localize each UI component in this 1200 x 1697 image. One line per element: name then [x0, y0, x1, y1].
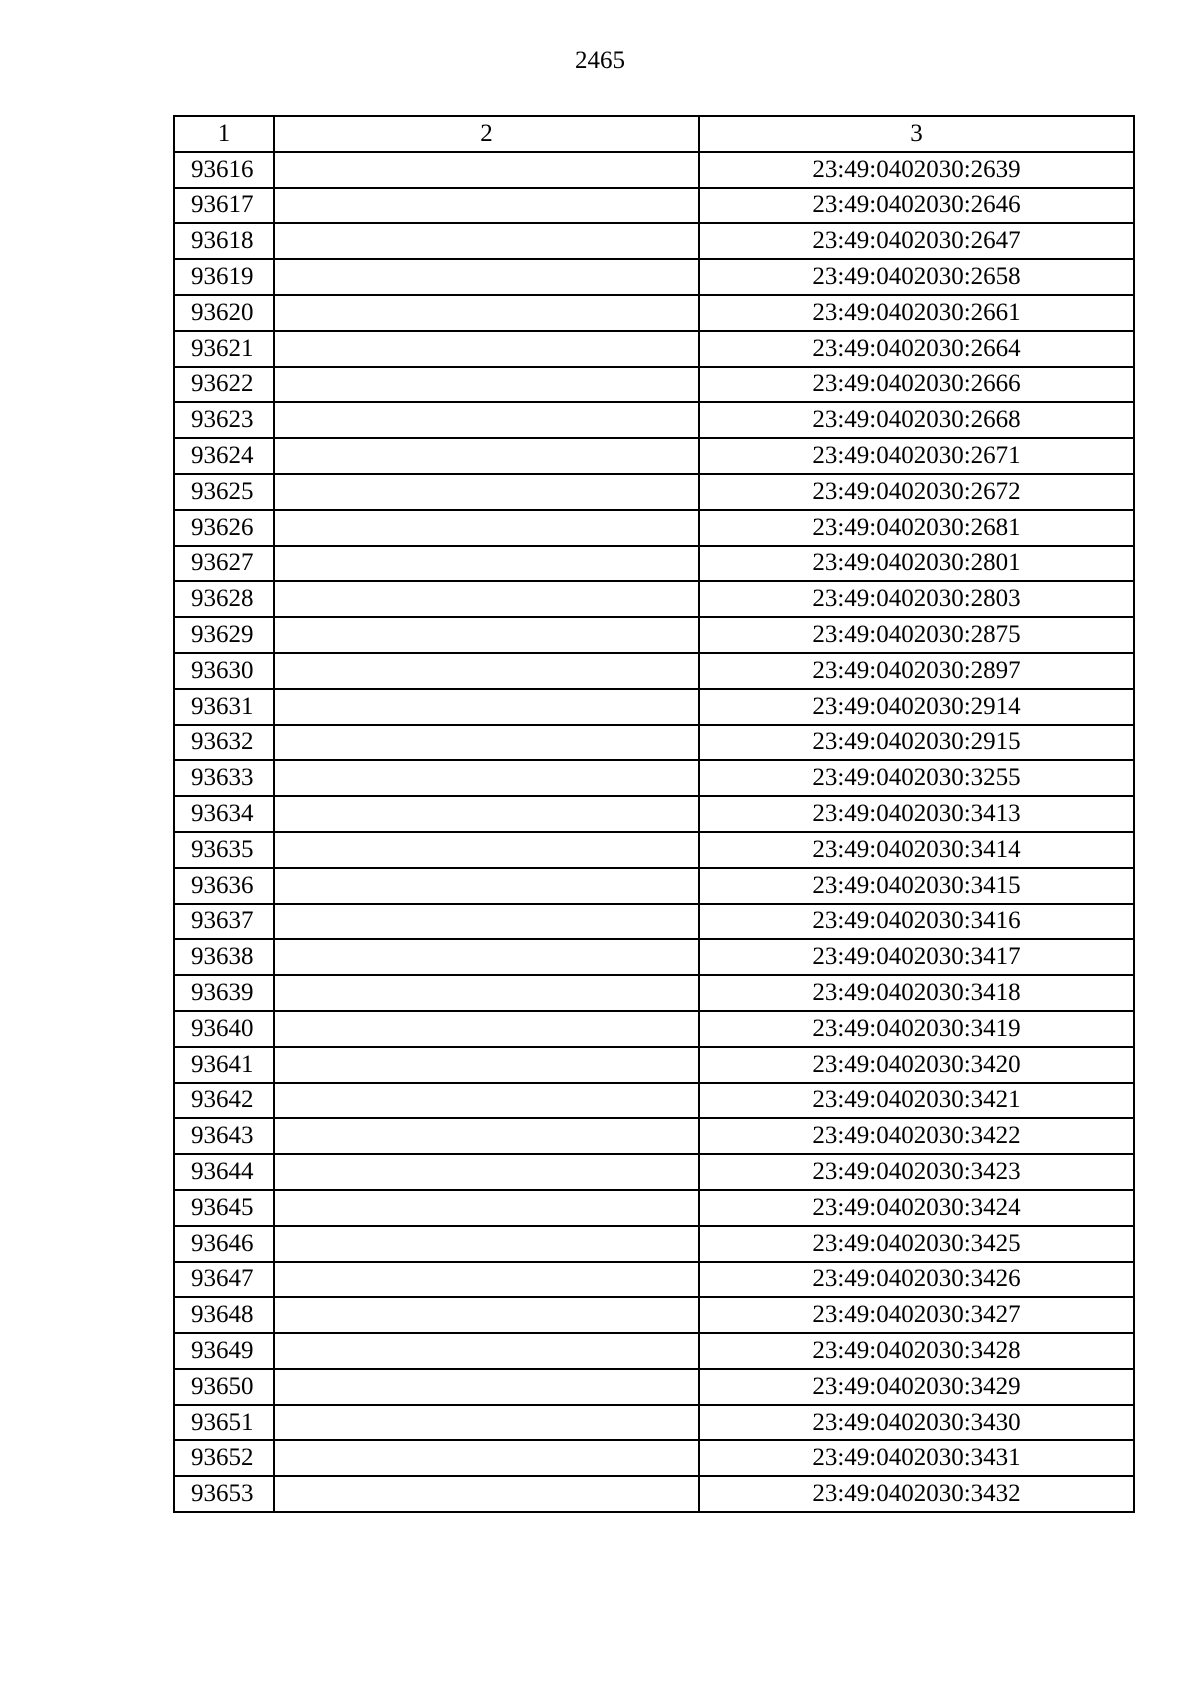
row-number-cell: 93641: [174, 1047, 274, 1083]
row-empty-cell: [274, 510, 699, 546]
row-number-cell: 93629: [174, 617, 274, 653]
row-number-cell: 93652: [174, 1440, 274, 1476]
table-row: [174, 653, 1134, 689]
cadastral-number-cell: 23:49:0402030:3425: [699, 1226, 1134, 1262]
row-number-cell: 93637: [174, 904, 274, 940]
row-number-cell: 93650: [174, 1369, 274, 1405]
table-row: [174, 1476, 1134, 1512]
table-row: [174, 1440, 1134, 1476]
cadastral-number-cell: 23:49:0402030:2646: [699, 188, 1134, 224]
cadastral-number-cell: 23:49:0402030:2661: [699, 295, 1134, 331]
row-empty-cell: [274, 975, 699, 1011]
table-row: [174, 1333, 1134, 1369]
cadastral-number-cell: 23:49:0402030:3418: [699, 975, 1134, 1011]
row-number-cell: 93624: [174, 438, 274, 474]
row-empty-cell: [274, 1118, 699, 1154]
row-number-cell: 93631: [174, 689, 274, 725]
cadastral-number-cell: 23:49:0402030:3424: [699, 1190, 1134, 1226]
table-row: [174, 1118, 1134, 1154]
row-number-cell: 93632: [174, 725, 274, 761]
row-empty-cell: [274, 1190, 699, 1226]
row-empty-cell: [274, 474, 699, 510]
row-empty-cell: [274, 939, 699, 975]
table-row: [174, 546, 1134, 582]
cadastral-number-cell: 23:49:0402030:3432: [699, 1476, 1134, 1512]
row-number-cell: 93639: [174, 975, 274, 1011]
row-empty-cell: [274, 1226, 699, 1262]
row-number-cell: 93620: [174, 295, 274, 331]
page-number: 2465: [575, 47, 625, 74]
cadastral-number-cell: 23:49:0402030:2897: [699, 653, 1134, 689]
cadastral-number-cell: 23:49:0402030:2658: [699, 259, 1134, 295]
row-empty-cell: [274, 689, 699, 725]
cadastral-number-cell: 23:49:0402030:3413: [699, 796, 1134, 832]
row-empty-cell: [274, 796, 699, 832]
row-number-cell: 93643: [174, 1118, 274, 1154]
row-empty-cell: [274, 188, 699, 224]
cadastral-number-cell: 23:49:0402030:2668: [699, 402, 1134, 438]
row-number-cell: 93648: [174, 1297, 274, 1333]
table-body: [174, 116, 1134, 1512]
row-number-cell: 93627: [174, 546, 274, 582]
header-cell-3: 3: [699, 116, 1134, 152]
row-empty-cell: [274, 1440, 699, 1476]
table-row: [174, 1011, 1134, 1047]
cadastral-number-cell: 23:49:0402030:3422: [699, 1118, 1134, 1154]
cadastral-number-cell: 23:49:0402030:3420: [699, 1047, 1134, 1083]
table-row: [174, 1190, 1134, 1226]
row-number-cell: 93644: [174, 1154, 274, 1190]
table-row: [174, 510, 1134, 546]
row-number-cell: 93616: [174, 152, 274, 188]
table-row: [174, 904, 1134, 940]
table-row: [174, 402, 1134, 438]
table-header-row: [174, 116, 1134, 152]
row-number-cell: 93645: [174, 1190, 274, 1226]
row-empty-cell: [274, 581, 699, 617]
table-row: [174, 1083, 1134, 1119]
cadastral-number-cell: 23:49:0402030:2639: [699, 152, 1134, 188]
row-empty-cell: [274, 331, 699, 367]
table-row: [174, 832, 1134, 868]
cadastral-number-cell: 23:49:0402030:3429: [699, 1369, 1134, 1405]
table-row: [174, 1405, 1134, 1441]
row-number-cell: 93621: [174, 331, 274, 367]
table-row: [174, 188, 1134, 224]
table-row: [174, 1369, 1134, 1405]
cadastral-number-cell: 23:49:0402030:2803: [699, 581, 1134, 617]
row-empty-cell: [274, 367, 699, 403]
cadastral-number-cell: 23:49:0402030:3416: [699, 904, 1134, 940]
row-empty-cell: [274, 904, 699, 940]
row-empty-cell: [274, 402, 699, 438]
row-number-cell: 93636: [174, 868, 274, 904]
row-empty-cell: [274, 1369, 699, 1405]
cadastral-number-cell: 23:49:0402030:3431: [699, 1440, 1134, 1476]
row-empty-cell: [274, 760, 699, 796]
table-row: [174, 689, 1134, 725]
cadastral-number-cell: 23:49:0402030:3421: [699, 1083, 1134, 1119]
table-row: [174, 1154, 1134, 1190]
row-empty-cell: [274, 1154, 699, 1190]
table-row: [174, 152, 1134, 188]
row-number-cell: 93634: [174, 796, 274, 832]
row-number-cell: 93628: [174, 581, 274, 617]
row-empty-cell: [274, 438, 699, 474]
table-row: [174, 939, 1134, 975]
table-row: [174, 1226, 1134, 1262]
row-empty-cell: [274, 223, 699, 259]
table-row: [174, 474, 1134, 510]
table-row: [174, 868, 1134, 904]
cadastral-number-cell: 23:49:0402030:3428: [699, 1333, 1134, 1369]
row-number-cell: 93626: [174, 510, 274, 546]
table-row: [174, 760, 1134, 796]
row-number-cell: 93640: [174, 1011, 274, 1047]
row-empty-cell: [274, 1405, 699, 1441]
cadastral-number-cell: 23:49:0402030:3415: [699, 868, 1134, 904]
cadastral-number-cell: 23:49:0402030:3427: [699, 1297, 1134, 1333]
cadastral-number-cell: 23:49:0402030:3430: [699, 1405, 1134, 1441]
table-row: [174, 725, 1134, 761]
cadastral-number-cell: 23:49:0402030:3417: [699, 939, 1134, 975]
row-number-cell: 93642: [174, 1083, 274, 1119]
table-row: [174, 1297, 1134, 1333]
cadastral-number-cell: 23:49:0402030:2915: [699, 725, 1134, 761]
row-empty-cell: [274, 1297, 699, 1333]
row-number-cell: 93622: [174, 367, 274, 403]
table-row: [174, 438, 1134, 474]
cadastral-number-cell: 23:49:0402030:3255: [699, 760, 1134, 796]
header-cell-1: 1: [174, 116, 274, 152]
table-row: [174, 796, 1134, 832]
row-empty-cell: [274, 259, 699, 295]
cadastral-number-cell: 23:49:0402030:2672: [699, 474, 1134, 510]
cadastral-number-cell: 23:49:0402030:2666: [699, 367, 1134, 403]
row-empty-cell: [274, 1011, 699, 1047]
header-cell-2: 2: [274, 116, 699, 152]
cadastral-number-cell: 23:49:0402030:3423: [699, 1154, 1134, 1190]
row-number-cell: 93635: [174, 832, 274, 868]
row-number-cell: 93619: [174, 259, 274, 295]
row-empty-cell: [274, 1262, 699, 1298]
cadastral-number-cell: 23:49:0402030:3414: [699, 832, 1134, 868]
row-number-cell: 93651: [174, 1405, 274, 1441]
row-number-cell: 93646: [174, 1226, 274, 1262]
row-number-cell: 93625: [174, 474, 274, 510]
row-empty-cell: [274, 1047, 699, 1083]
table-row: [174, 975, 1134, 1011]
row-number-cell: 93618: [174, 223, 274, 259]
table-row: [174, 1047, 1134, 1083]
row-empty-cell: [274, 152, 699, 188]
row-empty-cell: [274, 832, 699, 868]
row-empty-cell: [274, 1333, 699, 1369]
cadastral-number-cell: 23:49:0402030:2681: [699, 510, 1134, 546]
cadastral-number-cell: 23:49:0402030:3426: [699, 1262, 1134, 1298]
row-number-cell: 93647: [174, 1262, 274, 1298]
row-empty-cell: [274, 546, 699, 582]
table-row: [174, 259, 1134, 295]
table-row: [174, 295, 1134, 331]
row-number-cell: 93623: [174, 402, 274, 438]
cadastral-number-cell: 23:49:0402030:2801: [699, 546, 1134, 582]
row-number-cell: 93638: [174, 939, 274, 975]
row-number-cell: 93649: [174, 1333, 274, 1369]
row-number-cell: 93633: [174, 760, 274, 796]
cadastral-number-cell: 23:49:0402030:2875: [699, 617, 1134, 653]
row-empty-cell: [274, 868, 699, 904]
table-row: [174, 223, 1134, 259]
table-row: [174, 367, 1134, 403]
table-row: [174, 617, 1134, 653]
cadastral-number-cell: 23:49:0402030:2914: [699, 689, 1134, 725]
row-empty-cell: [274, 295, 699, 331]
row-number-cell: 93653: [174, 1476, 274, 1512]
cadastral-number-cell: 23:49:0402030:2664: [699, 331, 1134, 367]
cadastral-number-cell: 23:49:0402030:2671: [699, 438, 1134, 474]
row-number-cell: 93630: [174, 653, 274, 689]
row-number-cell: 93617: [174, 188, 274, 224]
table-row: [174, 581, 1134, 617]
data-table: [173, 115, 1135, 1513]
row-empty-cell: [274, 653, 699, 689]
table-row: [174, 331, 1134, 367]
table-row: [174, 1262, 1134, 1298]
cadastral-number-cell: 23:49:0402030:2647: [699, 223, 1134, 259]
row-empty-cell: [274, 1083, 699, 1119]
cadastral-number-cell: 23:49:0402030:3419: [699, 1011, 1134, 1047]
row-empty-cell: [274, 617, 699, 653]
row-empty-cell: [274, 725, 699, 761]
row-empty-cell: [274, 1476, 699, 1512]
